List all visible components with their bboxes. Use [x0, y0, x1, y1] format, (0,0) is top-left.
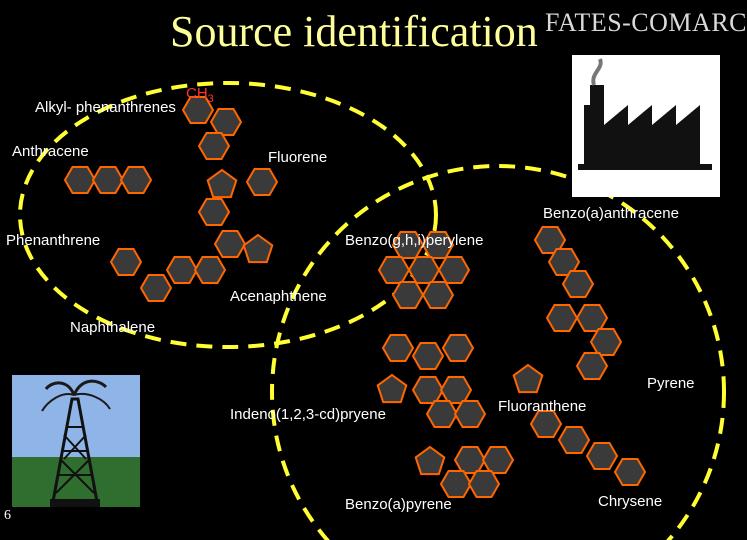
hexagon-ring — [413, 377, 443, 403]
label-benzo-ghi-perylene: Benzo(g,h,i)perylene — [345, 232, 484, 249]
hexagon-ring — [563, 271, 593, 297]
pentagon-ring — [208, 170, 237, 197]
label-indeno-pyrene: Indeno(1,2,3-cd)pryene — [230, 406, 386, 423]
hexagon-ring — [441, 377, 471, 403]
oil-rig-icon — [12, 375, 140, 507]
hexagon-ring — [409, 257, 439, 283]
label-chrysene: Chrysene — [598, 493, 663, 510]
label-benzo-a-pyrene: Benzo(a)pyrene — [345, 496, 452, 513]
brand-logo-text: FATES-COMARC — [545, 8, 747, 37]
factory-panel — [572, 55, 720, 197]
label-alkyl-phenanthrenes: Alkyl- phenanthrenes — [35, 99, 176, 116]
hexagon-ring — [441, 471, 471, 497]
hexagon-ring — [199, 199, 229, 225]
hexagon-ring — [111, 249, 141, 275]
label-anthracene: Anthracene — [12, 143, 89, 160]
hexagon-ring — [211, 109, 241, 135]
hexagon-ring — [591, 329, 621, 355]
ch3-label: $CH_3$ — [186, 85, 214, 105]
pentagon-ring — [244, 235, 273, 262]
hexagon-ring — [483, 447, 513, 473]
label-phenanthrene: Phenanthrene — [6, 232, 101, 249]
hexagon-ring — [413, 343, 443, 369]
hexagon-ring — [559, 427, 589, 453]
hexagon-ring — [195, 257, 225, 283]
hexagon-ring — [93, 167, 123, 193]
hexagon-ring — [379, 257, 409, 283]
oil-rig-picture — [12, 375, 140, 507]
hexagon-ring — [439, 257, 469, 283]
label-acenaphthene: Acenaphthene — [230, 288, 327, 305]
pentagon-ring — [514, 365, 543, 392]
hexagon-ring — [199, 133, 229, 159]
pentagon-ring — [416, 447, 445, 474]
hexagon-ring — [469, 471, 499, 497]
factory-icon — [572, 55, 720, 197]
hexagon-ring — [247, 169, 277, 195]
hexagon-ring — [615, 459, 645, 485]
label-pyrene: Pyrene — [647, 375, 695, 392]
hexagon-ring — [577, 305, 607, 331]
hexagon-ring — [393, 282, 423, 308]
label-benzo-a-anthracene: Benzo(a)anthracene — [543, 205, 679, 222]
hexagon-ring — [577, 353, 607, 379]
hexagon-ring — [587, 443, 617, 469]
hexagon-ring — [121, 167, 151, 193]
pentagon-ring — [378, 375, 407, 402]
hexagon-ring — [65, 167, 95, 193]
label-naphthalene: Naphthalene — [70, 319, 156, 336]
label-fluorene: Fluorene — [268, 149, 328, 166]
hexagon-ring — [455, 401, 485, 427]
label-fluoranthene: Fluoranthene — [498, 398, 587, 415]
hexagon-ring — [423, 282, 453, 308]
hexagon-ring — [215, 231, 245, 257]
hexagon-ring — [443, 335, 473, 361]
hexagon-ring — [547, 305, 577, 331]
hexagon-ring — [455, 447, 485, 473]
hexagon-ring — [427, 401, 457, 427]
hexagon-ring — [141, 275, 171, 301]
hexagon-ring — [167, 257, 197, 283]
hexagon-ring — [383, 335, 413, 361]
page-number: 6 — [4, 508, 11, 523]
page-title: Source identification — [170, 7, 538, 56]
